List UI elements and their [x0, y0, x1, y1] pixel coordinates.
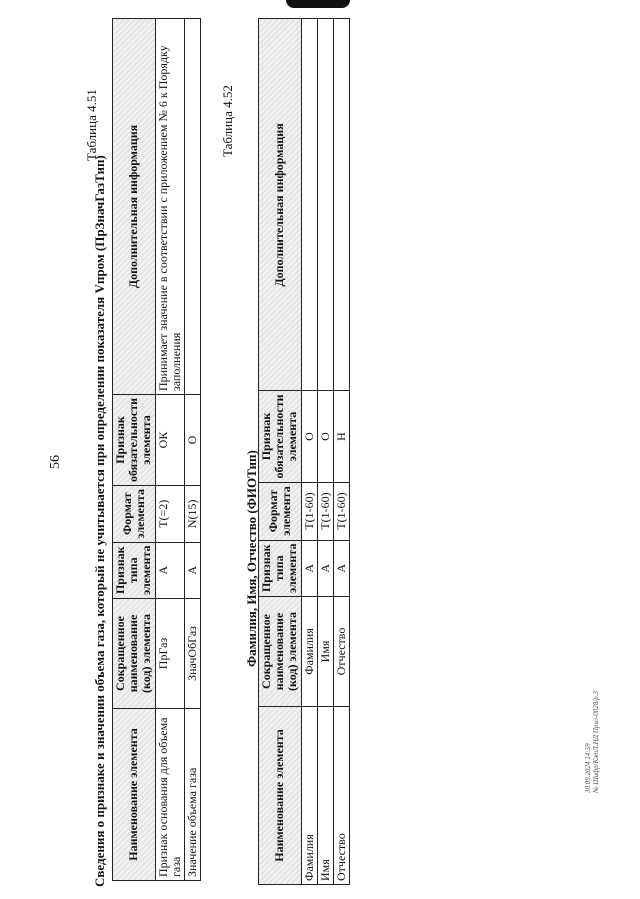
table-cell: T(=2): [155, 486, 184, 542]
table-51: [112, 18, 201, 881]
table-cell: Имя: [317, 707, 333, 885]
table-cell: А: [155, 542, 184, 598]
table-52-header: Сокращенное наименование (код) элемента: [259, 597, 302, 707]
table-51-title: Сведения о признаке и значении объема газа, который не учитывается при определении показателя Vпром (ПрЗначГазТип): [92, 155, 107, 887]
table-cell: Н: [333, 391, 349, 482]
table-52-header: Признак обязательности элемента: [259, 391, 302, 482]
table-51-header: Наименование элемента: [113, 709, 156, 881]
table-52-header: Признак типа элемента: [259, 540, 302, 596]
table-cell: А: [333, 540, 349, 596]
table-52-label: Таблица 4.52: [220, 85, 235, 157]
table-52-header: Формат элемента: [259, 482, 302, 540]
table-51-header-row: [113, 18, 156, 880]
table-cell: О: [301, 391, 317, 482]
table-cell: О: [184, 394, 200, 485]
table-cell: T(1-60): [317, 482, 333, 540]
table-51-header: Признак типа элемента: [113, 542, 156, 598]
table-row: [184, 18, 200, 880]
table-cell: Принимает значение в соответствии с приложением № 6 к Порядку заполнения: [155, 18, 184, 394]
table-cell: Признак основания для объема газа: [155, 709, 184, 881]
table-cell: T(1-60): [333, 482, 349, 540]
table-cell: [333, 19, 349, 391]
table-cell: А: [301, 540, 317, 596]
table-52-header: Наименование элемента: [259, 707, 302, 885]
table-row: [333, 19, 349, 885]
table-cell: Значение объема газа: [184, 709, 200, 881]
table-cell: Фамилия: [301, 597, 317, 707]
table-cell: [317, 19, 333, 391]
table-51-label: Таблица 4.51: [84, 89, 99, 161]
table-cell: Отчество: [333, 597, 349, 707]
table-52: [258, 18, 350, 885]
table-cell: ЗначОбГаз: [184, 599, 200, 709]
table-52-title: Фамилия, Имя, Отчество (ФИОТип): [244, 450, 259, 667]
table-52-header-row: [259, 19, 302, 885]
table-cell: ОК: [155, 394, 184, 485]
table-cell: T(1-60): [301, 482, 317, 540]
table-cell: А: [184, 542, 200, 598]
table-cell: О: [317, 391, 333, 482]
footer-stamp: [584, 691, 601, 793]
table-cell: [301, 19, 317, 391]
table-row: [155, 18, 184, 880]
page-number: 56: [48, 455, 63, 469]
table-51-header: Дополнительная информация: [113, 18, 156, 394]
table-row: [317, 19, 333, 885]
table-52-header: Дополнительная информация: [259, 19, 302, 391]
table-cell: А: [317, 540, 333, 596]
table-cell: ПрГаз: [155, 599, 184, 709]
footer-reference: № Шифр/КэтЛ.НД Прил-0028/р.3: [592, 691, 601, 793]
table-51-header: Формат элемента: [113, 486, 156, 542]
table-51-header: Признак обязательности элемента: [113, 394, 156, 485]
table-cell: N(15): [184, 486, 200, 542]
footer-date: 30.09.2024 14:59: [584, 743, 592, 793]
table-cell: [184, 18, 200, 394]
table-cell: Имя: [317, 597, 333, 707]
table-row: [301, 19, 317, 885]
table-cell: Отчество: [333, 707, 349, 885]
table-51-header: Сокращенное наименование (код) элемента: [113, 599, 156, 709]
table-cell: Фамилия: [301, 707, 317, 885]
